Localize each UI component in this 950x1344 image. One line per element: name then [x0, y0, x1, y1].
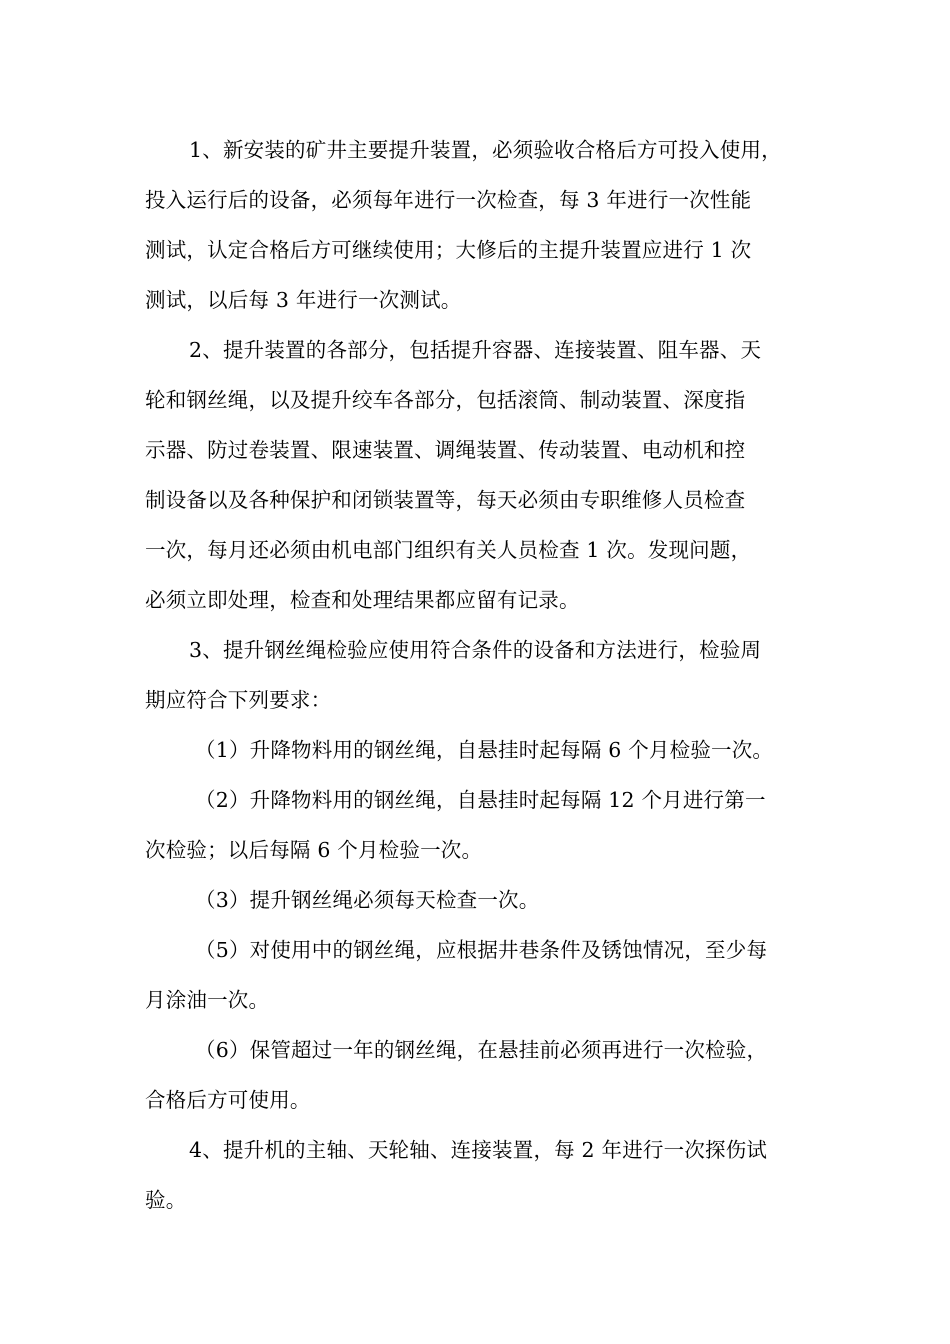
- text-line: 期应符合下列要求：: [145, 688, 332, 712]
- text-line: （1）升降物料用的钢丝绳，自悬挂时起每隔 6 个月检验一次。: [195, 738, 774, 762]
- text-line: 必须立即处理，检查和处理结果都应留有记录。: [145, 588, 580, 612]
- document-body: [145, 134, 810, 1234]
- text-line: （3）提升钢丝绳必须每天检查一次。: [195, 888, 540, 912]
- sub-item-3: [145, 884, 810, 934]
- text-line: 测试，认定合格后方可继续使用；大修后的主提升装置应进行 1 次: [145, 238, 752, 262]
- sub-item-5: [145, 934, 810, 1034]
- text-line: 3、提升钢丝绳检验应使用符合条件的设备和方法进行，检验周: [189, 638, 762, 662]
- text-line: 一次，每月还必须由机电部门组织有关人员检查 1 次。发现问题，: [145, 538, 752, 562]
- text-line: （5）对使用中的钢丝绳，应根据井巷条件及锈蚀情况，至少每: [195, 938, 768, 962]
- paragraph-3: [145, 634, 810, 734]
- text-line: （6）保管超过一年的钢丝绳，在悬挂前必须再进行一次检验，: [195, 1038, 768, 1062]
- text-line: 投入运行后的设备，必须每年进行一次检查，每 3 年进行一次性能: [145, 188, 752, 212]
- paragraph-4: [145, 1134, 810, 1234]
- sub-item-6: [145, 1034, 810, 1134]
- text-line: 2、提升装置的各部分，包括提升容器、连接装置、阻车器、天: [189, 338, 762, 362]
- text-line: 轮和钢丝绳，以及提升绞车各部分，包括滚筒、制动装置、深度指: [145, 388, 746, 412]
- text-line: （2）升降物料用的钢丝绳，自悬挂时起每隔 12 个月进行第一: [195, 788, 766, 812]
- text-line: 测试，以后每 3 年进行一次测试。: [145, 288, 462, 312]
- text-line: 4、提升机的主轴、天轮轴、连接装置，每 2 年进行一次探伤试: [189, 1138, 768, 1162]
- sub-item-1: [145, 734, 810, 784]
- text-line: 合格后方可使用。: [145, 1088, 311, 1112]
- text-line: 制设备以及各种保护和闭锁装置等，每天必须由专职维修人员检查: [145, 488, 746, 512]
- paragraph-1: [145, 134, 810, 334]
- text-line: 验。: [145, 1188, 187, 1212]
- paragraph-2: [145, 334, 810, 634]
- text-line: 次检验；以后每隔 6 个月检验一次。: [145, 838, 483, 862]
- text-line: 月涂油一次。: [145, 988, 270, 1012]
- text-line: 示器、防过卷装置、限速装置、调绳装置、传动装置、电动机和控: [145, 438, 746, 462]
- sub-item-2: [145, 784, 810, 884]
- text-line: 1、新安装的矿井主要提升装置，必须验收合格后方可投入使用，: [189, 138, 782, 162]
